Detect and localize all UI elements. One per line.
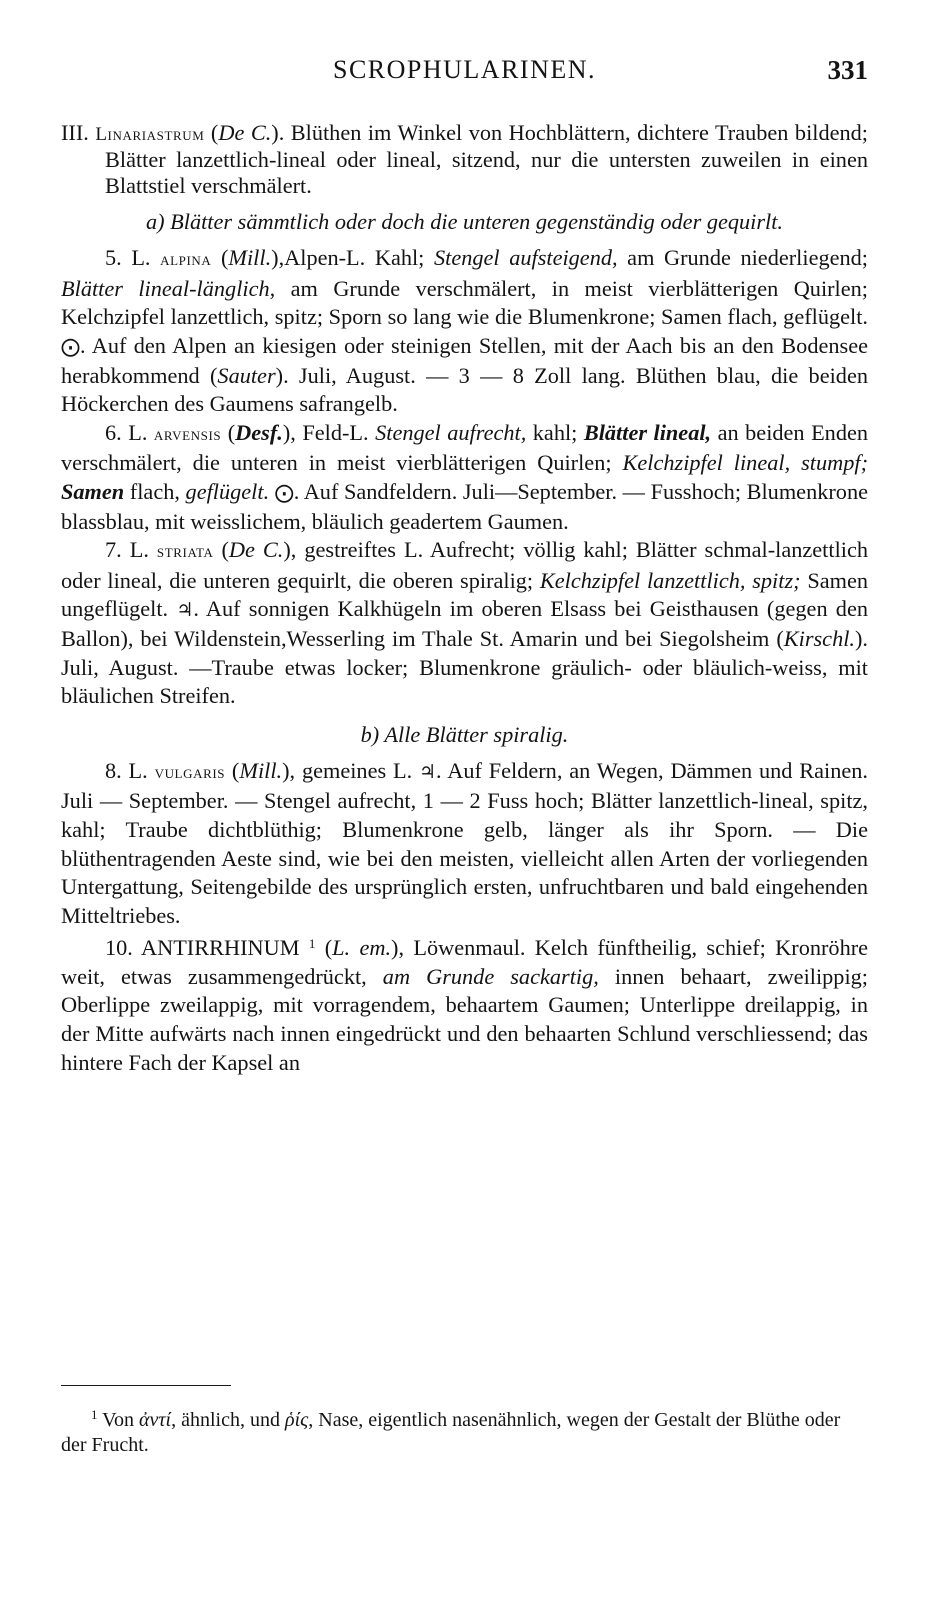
species-name: vulgaris [154, 761, 226, 783]
entry-text: . Auf Feldern, an Wegen, Dämmen und Rainen. Juli — September. — Stengel aufrecht, 1 — 2 Fuss hoch; Blätter lanzettlich-lineal, spitz, kahl; Traube dichtblüthig; Blumenkrone gelb, länger als ihr Sporn. — Die blüthentragenden Aeste sind, wie bei den meisten, vielleicht allen Arten der vorliegenden Untergattung, Seitengebilde des ursprünglich ersten, unfruchtbaren und bald eingehenden Mitteltriebes. [61, 757, 868, 928]
annual-symbol-icon: ⨀ [274, 481, 294, 504]
footnote-text: Von [97, 1409, 140, 1431]
common-name: Alpen-L. [284, 245, 366, 271]
footnote-text: , ähnlich, und [171, 1409, 285, 1431]
entry-text: am Grunde verschmälert, in meist vierblätterigen Quirlen; Kelchzipfel lanzettlich, spitz; Sporn so lang wie die Blumenkrone; Samen flach, geflügelt. [61, 275, 868, 330]
entry-text: Kahl; [365, 245, 434, 271]
common-name: Feld-L. [302, 419, 369, 445]
perennial-symbol-icon: ♃ [176, 599, 194, 622]
entry-number: 7. L. [105, 537, 157, 563]
footnote-reference[interactable]: 1 [308, 936, 316, 952]
section-text-b: Alle Blätter spiralig. [384, 721, 569, 747]
entry-text: Samen ungeflügelt. [61, 567, 869, 622]
species-name: alpina [160, 249, 212, 271]
section-heading-a: a) Blätter sämmtlich oder doch die unteren gegenständig oder gequirlt. [145, 209, 783, 235]
authority: Mill. [228, 245, 272, 271]
entry-text: an beiden Enden verschmälert, die unteren in meist vierblätterigen Quirlen; [61, 419, 869, 476]
annual-symbol-icon: ⨀ [61, 336, 80, 358]
species-name: striata [156, 541, 214, 563]
entry-number: 8. L. [105, 757, 155, 783]
entry-italic: Stengel aufrecht, [375, 419, 527, 445]
species-entry-striata: 7. L. striata (De C.), gestreiftes L. Aufrecht; völlig kahl; Blätter schmal-lanzettlich oder lineal, die unteren gequirlt, die oberen spiralig; Kelchzipfel lanzettlich, spitz; Samen ungeflügelt. ♃. Auf sonnigen Kalkhügeln im oberen Elsass bei Geisthausen (gegen den Ballon), bei Wildenstein,Wesserling im Thale St. Amarin und bei Siegolsheim (Kirschl.). Juli, August. —Traube etwas locker; Blumenkrone gräulich- oder bläulich-weiss, mit bläulichen Streifen. [61, 537, 869, 709]
section-text-a: Blätter sämmtlich oder doch die unteren gegenständig oder gequirlt. [170, 209, 783, 235]
entry-italic: Blätter lineal-länglich, [61, 275, 276, 301]
subgenus-authority: De C. [218, 120, 272, 145]
entry-text: ). Juli, August. — 3 — 8 Zoll lang. Blüthen blau, die beiden Höckerchen des Gaumens safrangelb. [61, 362, 868, 417]
section-heading-b: b) Alle Blätter spiralig. [360, 721, 569, 747]
body-text [61, 120, 868, 1077]
entry-italic: am Grunde sackartig, [382, 963, 599, 989]
authority: Desf. [235, 419, 283, 445]
entry-text: ). Juli, August. —Traube etwas locker; Blumenkrone gräulich- oder bläulich-weiss, mit bläulichen Streifen. [61, 625, 868, 709]
subgenus-label: III. [61, 120, 96, 145]
entry-text: Aufrecht; völlig kahl; Blätter schmal-lanzettlich oder lineal, die unteren gequirlt, die oberen spiralig; [61, 537, 868, 593]
species-entry-vulgaris: 8. L. vulgaris (Mill.), gemeines L. ♃. Auf Feldern, an Wegen, Dämmen und Rainen. Juli — September. — Stengel aufrecht, 1 — 2 Fuss hoch; Blätter lanzettlich-lineal, spitz, kahl; Traube dichtblüthig; Blumenkrone gelb, länger als ihr Sporn. — Die blüthentragenden Aeste sind, wie bei den meisten, vielleicht allen Arten der vorliegenden Untergattung, Seitengebilde des ursprünglich ersten, unfruchtbaren und bald eingehenden Mitteltriebes. [61, 757, 868, 928]
entry-text: Kelch fünftheilig, schief; Kronröhre weit, etwas zusammengedrückt, [61, 935, 869, 989]
greek-word: ἀντί [139, 1409, 172, 1431]
entry-italic: Kelchzipfel lanzettlich, spitz; [539, 567, 801, 593]
authority: Mill. [239, 757, 283, 783]
authority: De C. [228, 537, 284, 563]
footnote-mark: 1 [91, 1407, 98, 1422]
genus-name: ANTIRRHINUM [140, 935, 300, 961]
entry-text: am Grunde niederliegend; [617, 245, 868, 271]
footnote [61, 1402, 868, 1458]
species-name: arvensis [153, 423, 222, 445]
entry-text: . Auf Sandfeldern. Juli—September. — Fusshoch; Blumenkrone blassblau, mit weisslichem, bläulich geadertem Gaumen. [61, 478, 868, 534]
entry-text: . Auf sonnigen Kalkhügeln im oberen Elsass bei Geisthausen (gegen den Ballon), bei Wildenstein,Wesserling im Thale St. Amarin und bei Siegolsheim ( [61, 596, 868, 651]
species-entry-arvensis: 6. L. arvensis (Desf.), Feld-L. Stengel aufrecht, kahl; Blätter lineal, an beiden Enden verschmälert, die unteren in meist vierblätterigen Quirlen; Kelchzipfel lineal, stumpf; Samen flach, geflügelt. ⨀. Auf Sandfeldern. Juli—September. — Fusshoch; Blumenkrone blassblau, mit weisslichem, bläulich geadertem Gaumen. [61, 419, 869, 534]
common-name: Löwenmaul. [413, 935, 526, 961]
entry-number: 6. L. [105, 419, 154, 445]
entry-bold-italic: Blätter lineal, [583, 419, 712, 445]
section-label-b: b [360, 721, 372, 747]
section-label-a: a [145, 209, 158, 235]
common-name: gestreiftes L. [304, 537, 424, 563]
entry-text: . Auf den Alpen an kiesigen oder steinigen Stellen, mit der Aach bis an den Bodensee herabkommend ( [61, 333, 868, 388]
subgenus-text: . Blüthen im Winkel von Hochblättern, dichtere Trauben bildend; Blätter lanzettlich-lineal oder lineal, sitzend, nur die untersten zuweilen in einen Blattstiel verschmälert. [105, 120, 868, 198]
entry-italic: Sauter [217, 362, 276, 388]
subgenus-description: III. Linariastrum (De C.). Blüthen im Winkel von Hochblättern, dichtere Trauben bildend; Blätter lanzettlich-lineal oder lineal, sitzend, nur die untersten zuweilen in einen Blattstiel verschmälert. [61, 120, 868, 198]
footnote-text: , Nase, eigentlich nasenähnlich, wegen der Gestalt der Blüthe oder der Frucht. [61, 1409, 841, 1456]
running-title: SCROPHULARINEN. [332, 55, 597, 84]
perennial-symbol-icon: ♃ [419, 760, 437, 783]
entry-italic: Kelchzipfel lineal, stumpf; [622, 450, 868, 476]
entry-number: 5. L. [105, 245, 161, 271]
subgenus-name: Linariastrum [95, 124, 205, 145]
genus-entry-antirrhinum: 10. ANTIRRHINUM $^1$ (L. em.), Löwenmaul. Kelch fünftheilig, schief; Kronröhre weit, etwas zusammengedrückt, am Grunde sackartig, innen behaart, zweilippig; Oberlippe zweilappig, mit vorragendem, behaartem Gaumen; Unterlippe dreilappig, in der Mitte aufwärts nach innen eingedrückt und den behaarten Schlund verschliessend; das hintere Fach der Kapsel an [61, 935, 869, 1075]
entry-number: 10. [105, 935, 141, 961]
common-name: gemeines L. [301, 757, 413, 783]
entry-italic: Kirschl. [783, 625, 855, 651]
species-entry-alpina: 5. L. alpina (Mill.),Alpen-L. Kahl; Stengel aufsteigend, am Grunde niederliegend; Blätter lineal-länglich, am Grunde verschmälert, in meist vierblätterigen Quirlen; Kelchzipfel lanzettlich, spitz; Sporn so lang wie die Blumenkrone; Samen flach, geflügelt. ⨀. Auf den Alpen an kiesigen oder steinigen Stellen, mit der Aach bis an den Bodensee herabkommend (Sauter). Juli, August. — 3 — 8 Zoll lang. Blüthen blau, die beiden Höckerchen des Gaumens safrangelb. [61, 245, 868, 417]
page-number: 331 [827, 55, 868, 85]
running-header [61, 55, 868, 95]
entry-text: innen behaart, zweilippig; Oberlippe zweilappig, mit vorragendem, behaartem Gaumen; Unterlippe dreilappig, in der Mitte aufwärts nach innen eingedrückt und den behaarten Schlund verschliessend; das hintere Fach der Kapsel an [61, 963, 868, 1075]
entry-text: kahl; [526, 419, 584, 445]
entry-italic: Stengel aufsteigend, [433, 245, 618, 271]
authority: L. em. [332, 935, 392, 961]
footnote-divider [61, 1385, 231, 1386]
greek-word: ῥίς [284, 1409, 309, 1431]
entry-text: flach, [124, 478, 186, 504]
entry-italic: geflügelt. [185, 478, 270, 504]
entry-bold-italic: Samen [61, 478, 125, 504]
